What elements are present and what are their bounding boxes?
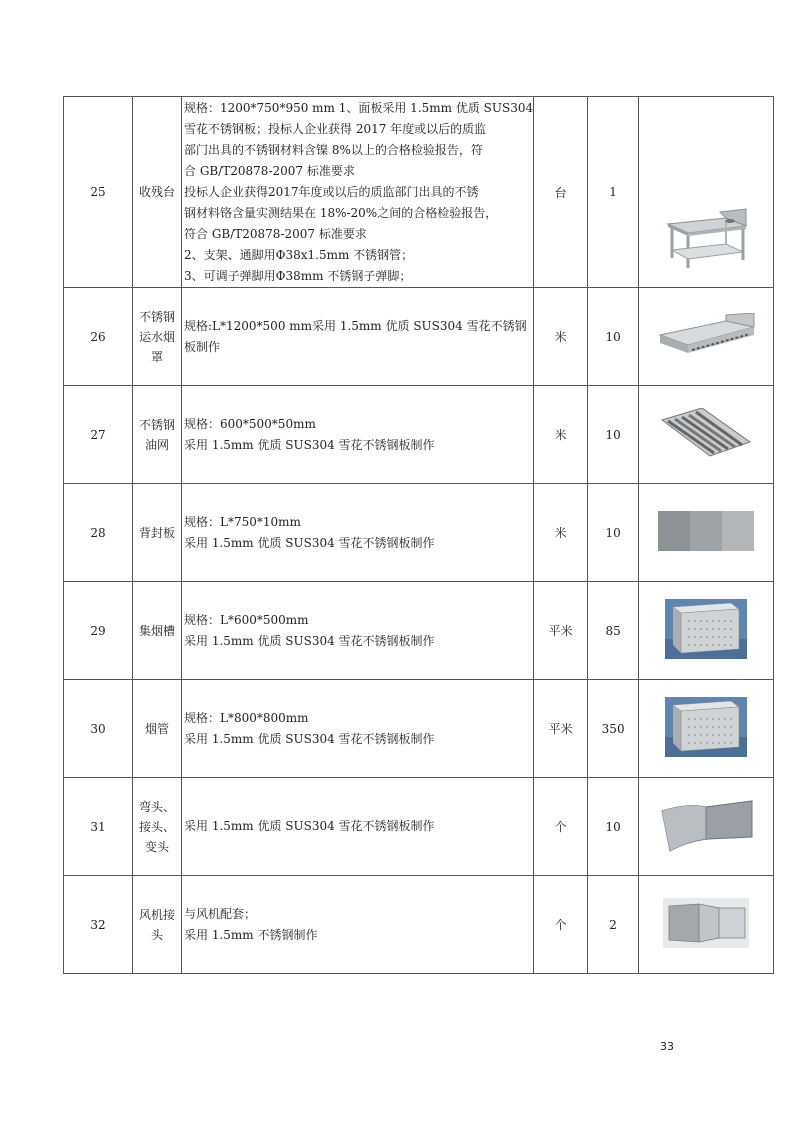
item-number: 31 — [64, 778, 133, 876]
item-number: 27 — [64, 386, 133, 484]
elbow-image — [639, 797, 773, 856]
item-unit: 个 — [534, 778, 588, 876]
spec-line: 投标人企业获得2017年度或以后的质监部门出具的不锈 — [184, 184, 479, 199]
item-quantity: 2 — [588, 876, 639, 974]
item-quantity: 350 — [588, 680, 639, 778]
spec-line: 规格：L*600*500mm — [184, 612, 309, 627]
smoke-trough-image — [639, 599, 773, 662]
item-name — [133, 876, 182, 974]
item-name — [133, 680, 182, 778]
table-row — [64, 386, 774, 484]
item-name-line: 收残台 — [138, 185, 175, 199]
item-number: 29 — [64, 582, 133, 680]
page-number: 33 — [660, 1040, 674, 1053]
item-image-cell — [639, 386, 774, 484]
item-name-line: 变头 — [144, 839, 169, 854]
item-name-line: 风机接 — [138, 907, 175, 922]
item-image-cell — [639, 582, 774, 680]
item-image-cell — [639, 778, 774, 876]
item-unit: 米 — [534, 386, 588, 484]
spec-line: 合 GB/T20878-2007 标准要求 — [184, 163, 355, 178]
item-quantity: 10 — [588, 484, 639, 582]
item-quantity: 10 — [588, 386, 639, 484]
spec-line: 采用 1.5mm 优质 SUS304 雪花不锈钢板制作 — [184, 437, 435, 452]
item-spec — [182, 386, 534, 484]
item-unit: 米 — [534, 484, 588, 582]
spec-line: 采用 1.5mm 优质 SUS304 雪花不锈钢板制作 — [184, 535, 435, 550]
spec-line: 板制作 — [184, 339, 221, 354]
item-name-line: 头 — [150, 927, 163, 942]
table-row — [64, 582, 774, 680]
spec-line: 采用 1.5mm 优质 SUS304 雪花不锈钢板制作 — [184, 731, 435, 746]
work-table-image — [639, 202, 773, 287]
item-name-line: 不锈钢 — [138, 309, 175, 324]
table-row — [64, 484, 774, 582]
item-number: 32 — [64, 876, 133, 974]
item-image-cell — [639, 876, 774, 974]
item-spec — [182, 97, 534, 288]
item-image-cell — [639, 484, 774, 582]
spec-line: 规格:L*1200*500 mm采用 1.5mm 优质 SUS304 雪花不锈钢 — [184, 318, 527, 333]
table-row — [64, 288, 774, 386]
item-name-line: 弯头、 — [138, 799, 175, 814]
item-spec — [182, 484, 534, 582]
back-panel-image — [639, 511, 773, 554]
item-name-line: 集烟槽 — [138, 623, 175, 638]
item-unit: 台 — [534, 97, 588, 288]
spec-line: 采用 1.5mm 优质 SUS304 雪花不锈钢板制作 — [184, 633, 435, 648]
item-name — [133, 484, 182, 582]
range-hood-image — [639, 313, 773, 360]
table-row — [64, 778, 774, 876]
spec-line: 采用 1.5mm 优质 SUS304 雪花不锈钢板制作 — [184, 819, 435, 833]
item-unit: 米 — [534, 288, 588, 386]
spec-table-body — [64, 97, 774, 974]
table-row — [64, 680, 774, 778]
item-name — [133, 582, 182, 680]
spec-line: 部门出具的不锈钢材料含镍 8%以上的合格检验报告，符 — [184, 142, 483, 157]
spec-line: 钢材料铬含量实测结果在 18%-20%之间的合格检验报告， — [184, 205, 498, 220]
item-name — [133, 97, 182, 288]
item-name — [133, 288, 182, 386]
spec-line: 雪花不锈钢板；投标人企业获得 2017 年度或以后的质监 — [184, 121, 487, 136]
item-quantity: 85 — [588, 582, 639, 680]
item-name-line: 背封板 — [138, 525, 175, 540]
spec-line: 规格：600*500*50mm — [184, 416, 316, 431]
spec-line: 2、支架、通脚用Φ38x1.5mm 不锈钢管； — [184, 247, 414, 262]
item-spec — [182, 288, 534, 386]
item-quantity: 10 — [588, 288, 639, 386]
duct-image — [639, 697, 773, 760]
item-image-cell — [639, 680, 774, 778]
item-name-line: 接头、 — [138, 819, 175, 834]
grease-filter-image — [639, 408, 773, 461]
item-unit: 平米 — [534, 582, 588, 680]
item-name-line: 油网 — [144, 437, 169, 452]
item-quantity: 10 — [588, 778, 639, 876]
item-name-line: 罩 — [150, 349, 163, 364]
item-name — [133, 778, 182, 876]
item-unit: 个 — [534, 876, 588, 974]
item-quantity: 1 — [588, 97, 639, 288]
spec-line: 与风机配套； — [184, 906, 257, 921]
spec-line: 规格：1200*750*950 mm 1、面板采用 1.5mm 优质 SUS304 — [184, 100, 534, 115]
item-number: 30 — [64, 680, 133, 778]
item-name — [133, 386, 182, 484]
item-number: 25 — [64, 97, 133, 288]
spec-line: 规格：L*800*800mm — [184, 710, 309, 725]
spec-table — [63, 96, 774, 974]
item-spec — [182, 876, 534, 974]
item-image-cell — [639, 288, 774, 386]
table-row — [64, 97, 774, 288]
item-spec — [182, 680, 534, 778]
spec-line: 采用 1.5mm 不锈钢制作 — [184, 927, 318, 942]
item-name-line: 运水烟 — [138, 329, 175, 344]
fan-connector-image — [639, 898, 773, 951]
spec-line: 规格：L*750*10mm — [184, 514, 301, 529]
table-row — [64, 876, 774, 974]
spec-line: 3、可调子弹脚用Φ38mm 不锈钢子弹脚； — [184, 268, 412, 283]
item-image-cell — [639, 97, 774, 288]
item-spec — [182, 582, 534, 680]
item-unit: 平米 — [534, 680, 588, 778]
item-name-line: 不锈钢 — [138, 417, 175, 432]
item-number: 28 — [64, 484, 133, 582]
item-spec — [182, 778, 534, 876]
item-name-line: 烟管 — [144, 721, 169, 736]
spec-line: 符合 GB/T20878-2007 标准要求 — [184, 226, 367, 241]
item-number: 26 — [64, 288, 133, 386]
